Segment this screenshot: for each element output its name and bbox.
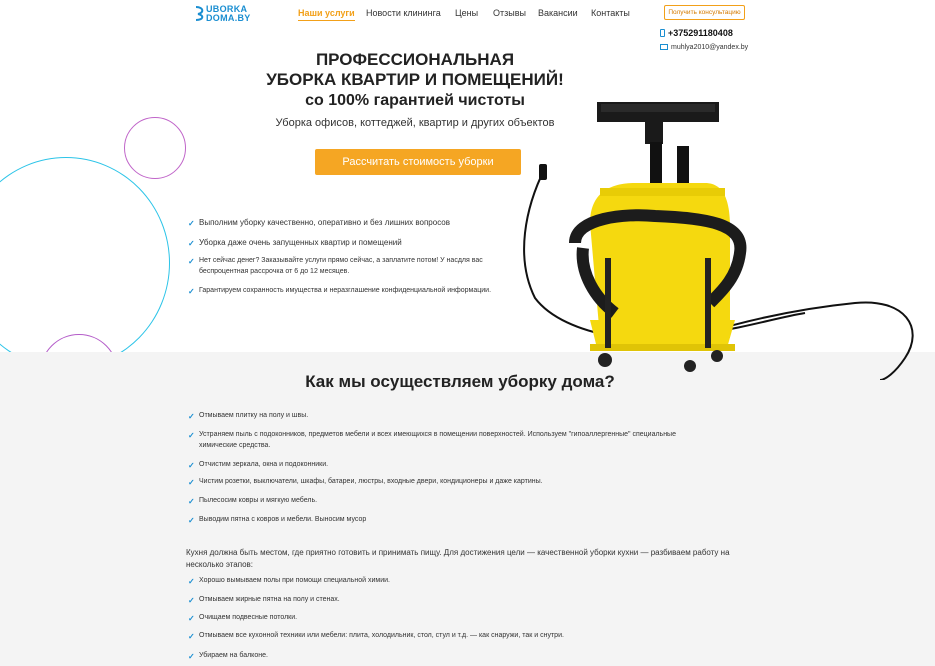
hero-title-line3: со 100% гарантией чистоты: [305, 92, 525, 109]
phone-number: +375291180408: [668, 28, 733, 38]
mail-icon: [660, 44, 668, 50]
consultation-button[interactable]: Получить консультацию: [664, 5, 745, 20]
kitchen-step-item: ✓ Очищаем подвесные потолки.: [188, 614, 298, 623]
benefits-list: [188, 217, 508, 296]
step-item: ✓ Устраняем пыль с подоконников, предметов мебели и всех имеющихся в помещении поверхностей. Используем "гипоаллергенные" специальные химические средства.: [188, 431, 676, 449]
check-icon: ✓: [188, 239, 195, 248]
benefit-item: ✓ Гарантируем сохранность имущества и неразглашение конфиденциальной информации.: [188, 287, 492, 296]
check-icon: ✓: [188, 577, 195, 586]
check-icon: ✓: [188, 287, 195, 296]
check-icon: ✓: [188, 596, 195, 605]
decor-circle-top-purple: [124, 117, 186, 179]
kitchen-step-item: ✓ Отмываем все кухонной техники или мебели: плита, холодильник, стол, стул и т.д. — как снаружи, так и снутри.: [188, 632, 564, 641]
check-icon: ✓: [188, 516, 195, 525]
hero-title-line1: ПРОФЕССИОНАЛЬНАЯ: [315, 50, 515, 69]
nav-prices[interactable]: Цены: [455, 8, 479, 18]
check-icon: ✓: [188, 219, 195, 228]
site-logo[interactable]: [194, 3, 264, 25]
check-icon: ✓: [188, 257, 195, 266]
kitchen-step-item: ✓ Отмываем жирные пятна на полу и стенах.: [188, 596, 340, 605]
logo-icon: [194, 5, 206, 21]
benefit-item: ✓ Выполним уборку качественно, оперативно и без лишних вопросов: [188, 218, 450, 228]
vacuum-cleaner-image: [505, 98, 935, 380]
phone-icon: [660, 29, 665, 37]
check-icon: ✓: [188, 632, 195, 641]
benefit-item: ✓ Уборка даже очень запущенных квартир и помещений: [188, 238, 402, 248]
check-icon: ✓: [188, 412, 195, 421]
hero-subtitle: Уборка офисов, коттеджей, квартир и других объектов: [275, 117, 555, 129]
step-item: ✓ Чистим розетки, выключатели, шкафы, батареи, люстры, входные двери, кондиционеры и даже картины.: [188, 478, 543, 487]
logo-line1: UBORKA: [206, 4, 248, 14]
nav-contacts[interactable]: Контакты: [591, 8, 630, 18]
logo-line2: DOMA.BY: [206, 13, 251, 23]
step-item: ✓ Отчистим зеркала, окна и подоконники.: [188, 461, 329, 470]
nav-services[interactable]: Наши услуги: [298, 8, 355, 21]
check-icon: ✓: [188, 497, 195, 506]
email-contact[interactable]: [660, 44, 748, 51]
nav-vacancies[interactable]: Вакансии: [538, 8, 578, 18]
kitchen-step-item: ✓ Убираем на балконе.: [188, 652, 268, 661]
kitchen-intro-text: Кухня должна быть местом, где приятно готовить и принимать пищу. Для достижения цели — качественной уборки кухни — разбиваем работу на несколько этапов:: [186, 548, 730, 569]
check-icon: ✓: [188, 431, 195, 440]
check-icon: ✓: [188, 614, 195, 623]
check-icon: ✓: [188, 478, 195, 487]
email-address: muhlya2010@yandex.by: [671, 44, 749, 51]
nav-news[interactable]: Новости клининга: [366, 8, 441, 18]
nav-reviews[interactable]: Отзывы: [493, 8, 526, 18]
kitchen-steps-list: [188, 575, 728, 661]
section-title: Как мы осуществляем уборку дома?: [305, 372, 615, 391]
calculate-cost-button[interactable]: Рассчитать стоимость уборки: [315, 149, 521, 175]
check-icon: ✓: [188, 461, 195, 470]
check-icon: ✓: [188, 652, 195, 661]
step-item: ✓ Выводим пятна с ковров и мебели. Выносим мусор: [188, 516, 367, 525]
phone-contact[interactable]: [660, 28, 733, 38]
kitchen-step-item: ✓ Хорошо вымываем полы при помощи специальной химии.: [188, 577, 390, 586]
cleaning-steps-list: [188, 410, 728, 525]
site-header: [0, 0, 935, 30]
step-item: ✓ Отмываем плитку на полу и швы.: [188, 412, 309, 421]
benefit-item: ✓ Нет сейчас денег? Заказывайте услуги прямо сейчас, а заплатите потом! У насдля вас беспроцентная рассрочка от 6 до 12 месяцев.: [188, 257, 483, 275]
hero-title-line2: УБОРКА КВАРТИР И ПОМЕЩЕНИЙ!: [266, 70, 564, 89]
step-item: ✓ Пылесосим ковры и мягкую мебель.: [188, 497, 318, 506]
